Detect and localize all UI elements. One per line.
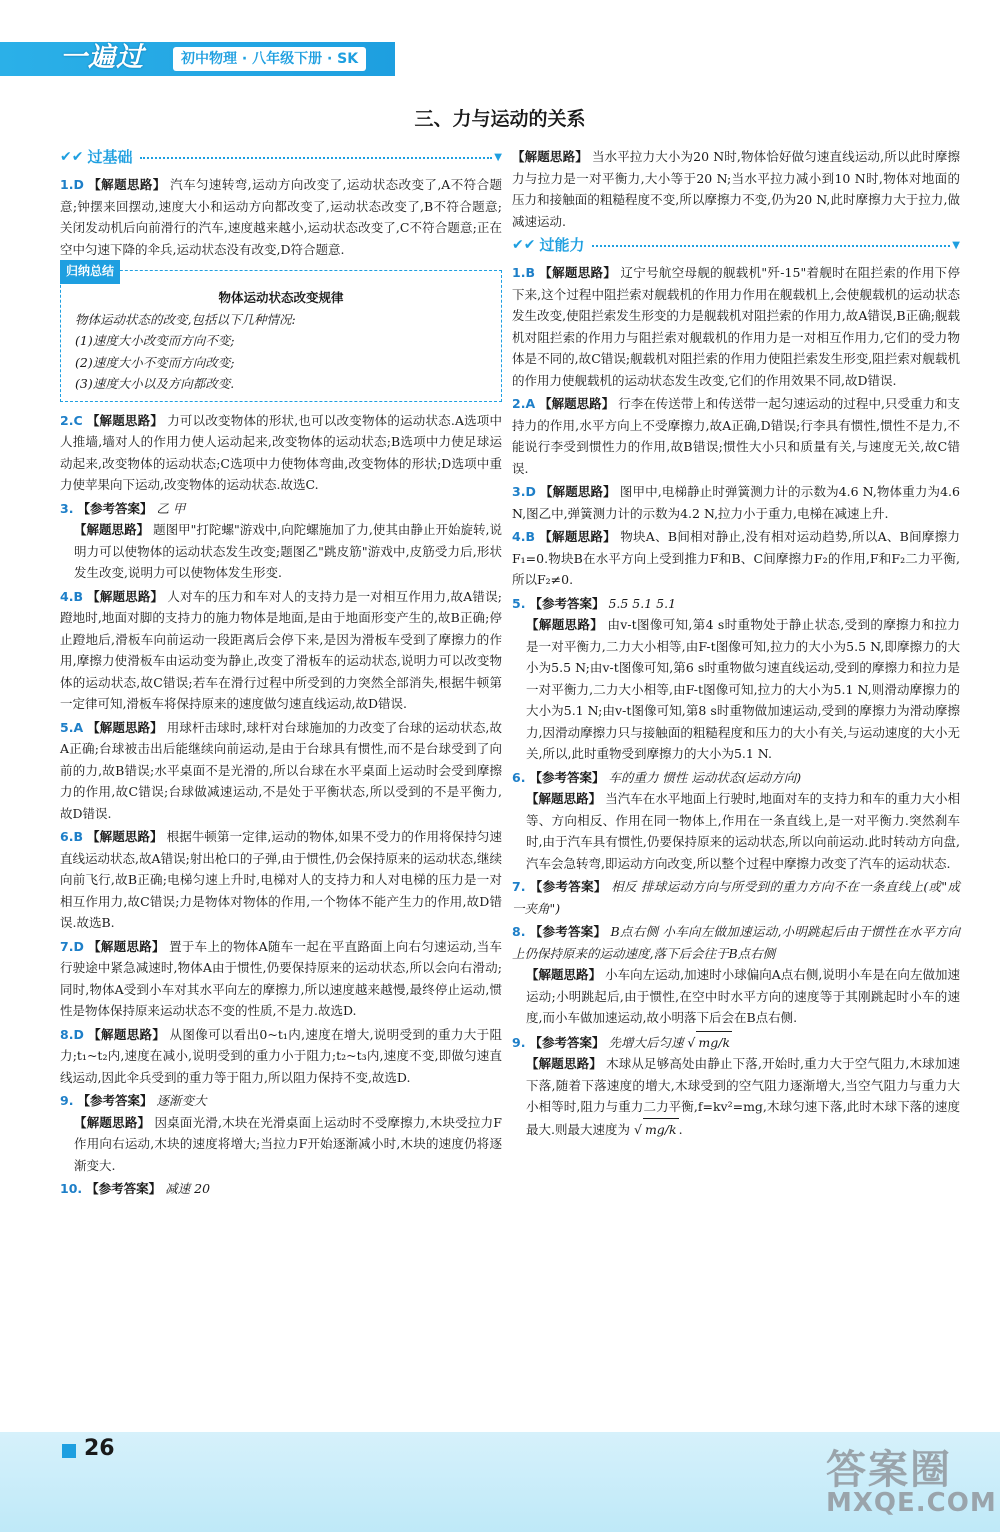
item-text: 因桌面光滑,木块在光滑桌面上运动时不受摩擦力,木块受拉力F作用向右运动,木块的速度将增大;当拉力F开始逐渐减小时,木块的速度仍将逐渐变大. <box>74 1114 502 1173</box>
item-text: 题图甲"打陀螺"游戏中,向陀螺施加了力,使其由静止开始旋转,说明力可以使物体的运动状态发生改变;题图乙"跳皮筋"游戏中,皮筋受力后,形状发生改变,说明力可以使物体发生形变. <box>74 522 502 580</box>
answer-item: 9. 【参考答案】 先增大后匀速 √ mg/k 【解题思路】 木球从足够高处由静止下落,开始时,重力大于空气阻力,木球加速下落,随着下落速度的增大,木球受到的空气阻力逐渐增大,当空气阻力与重力大小相等时,阻力与重力二力平衡,f=kv²=mg,木球匀速下落,此时木球下落的速度最大.则最大速度为 √ mg/k . <box>512 1031 960 1141</box>
item-answer-text: 减速 20 <box>165 1181 211 1196</box>
answer-item <box>512 876 960 919</box>
check-icon: ✔✔ <box>60 149 84 166</box>
header <box>0 0 1000 88</box>
item-answer: A <box>525 396 536 411</box>
subject-tag: 初中物理 · 八年级下册 · SK <box>173 47 366 71</box>
section-title: 过基础 <box>87 148 133 167</box>
answer-item <box>512 593 960 765</box>
answer-item <box>512 262 960 391</box>
answer-item-continued <box>512 146 960 232</box>
answer-item <box>512 921 960 1029</box>
summary-line: (1)速度大小改变而方向不变; <box>75 333 235 348</box>
item-tag: 【参考答案】 <box>529 1034 605 1050</box>
item-number: 3. <box>60 500 74 516</box>
page-marker-square <box>62 1444 76 1458</box>
item-answer: A <box>73 719 84 735</box>
item-tag: 【解题思路】 <box>88 938 165 954</box>
item-number: 4. <box>512 529 526 544</box>
answer-item <box>60 936 502 1022</box>
item-number: 10. <box>60 1181 83 1196</box>
formula-sqrt: mg/k <box>643 1118 679 1141</box>
item-answer: B <box>525 529 535 544</box>
answer-item <box>512 767 960 875</box>
item-answer-text: 相反 排球运动方向与所受到的重力方向不在一条直线上(或"成一夹角") <box>512 879 960 916</box>
watermark-url: MXQE.COM <box>826 1488 997 1518</box>
summary-box <box>60 264 502 402</box>
item-tag: 【参考答案】 <box>86 1181 162 1196</box>
item-text: 当水平拉力大小为20 N时,物体恰好做匀速直线运动,所以此时摩擦力与拉力是一对平衡力,大小等于20 N;当水平拉力减小到10 N时,物体对地面的压力和接触面的粗糙程度不变,所以摩擦力不变,仍为20 N,此时摩擦力大于拉力,做减速运动. <box>512 149 960 229</box>
triangle-down-icon: ▼ <box>952 240 960 252</box>
divider <box>140 157 492 159</box>
summary-label: 归纳总结 <box>60 260 120 284</box>
divider <box>592 245 950 247</box>
item-answer: D <box>525 484 536 499</box>
item-text: 用球杆击球时,球杆对台球施加的力改变了台球的运动状态,故A正确;台球被击出后能继续向前运动,是由于台球具有惯性,而不是台球受到了向前的力,故B错误;水平桌面不是光滑的,所以台球在水平桌面上运动时会受到摩擦力的作用,故C错误;台球做减速运动,不是处于平衡状态,所以受到的不是平衡力,故D错误. <box>60 719 502 821</box>
item-number: 1. <box>512 265 526 280</box>
item-answer: D <box>73 177 84 192</box>
item-answer-text: 乙 甲 <box>156 500 186 516</box>
item-text: 物块A、B间相对静止,没有相对运动趋势,所以A、B间摩擦力F₁=0.物块B在水平方向上受到推力F和B、C间摩擦力F₂的作用,F和F₂二力平衡,所以F₂≠0. <box>512 529 960 587</box>
item-tag: 【解题思路】 <box>86 412 164 428</box>
section-header-basic <box>60 146 502 170</box>
item-text: 根据牛顿第一定律,运动的物体,如果不受力的作用将保持匀速直线运动状态,故A错误;射出枪口的子弹,由于惯性,仍会保持原来的运动状态,继续向前飞行,故B正确;电梯匀速上升时,电梯对人的支持力和人对电梯的压力是一对相互作用力,故C错误;力是物体对物体的作用,一个物体不能产生力的作用,故D错误.故选B. <box>60 829 502 930</box>
item-answer-text: 先增大后匀速 <box>608 1034 684 1050</box>
item-tag: 【参考答案】 <box>77 1093 153 1108</box>
answer-item <box>60 1178 502 1200</box>
item-answer-text: 5.5 5.1 5.1 <box>608 595 677 611</box>
answer-item <box>60 826 502 934</box>
answer-item <box>512 526 960 591</box>
item-tag: 【解题思路】 <box>539 265 617 280</box>
item-number: 6. <box>512 769 526 785</box>
item-answer: B <box>73 829 83 844</box>
item-tag: 【解题思路】 <box>526 617 604 632</box>
item-text: 力可以改变物体的形状,也可以改变物体的运动状态.A选项中人推墙,墙对人的作用力使人运动起来,改变物体的运动状态;B选项中力使足球运动起来,改变物体的运动状态;C选项中力使物体弯曲,改变物体的形状;D选项中重力使苹果向下运动,改变物体的运动状态.故选C. <box>60 412 502 492</box>
item-answer-text: 逐渐变大 <box>156 1093 207 1108</box>
item-number: 9. <box>512 1034 526 1050</box>
item-tag: 【解题思路】 <box>526 791 602 806</box>
item-number: 6. <box>60 829 74 844</box>
summary-line: (3)速度大小以及方向都改变. <box>75 376 235 391</box>
item-tag: 【解题思路】 <box>539 396 615 411</box>
item-answer: B <box>525 265 535 280</box>
item-number: 8. <box>60 1026 74 1042</box>
item-text: 从图像可以看出0~t₁内,速度在增大,说明受到的重力大于阻力;t₁~t₂内,速度在减小,说明受到的重力小于阻力;t₂~t₃内,速度不变,即做匀速直线运动,因此伞兵受到的重力等于阻力,所以阻力保持不变,故选D. <box>60 1026 502 1085</box>
item-tag: 【解题思路】 <box>526 967 602 982</box>
item-tag: 【解题思路】 <box>74 1114 151 1130</box>
item-number: 7. <box>512 879 526 894</box>
item-text: 汽车匀速转弯,运动方向改变了,运动状态改变了,A不符合题意;钟摆来回摆动,速度大小和运动方向都改变了,运动状态改变了,B不符合题意;关闭发动机后向前滑行的汽车,速度越来越小,运动状态改变了,C不符合题意;正在空中匀速下降的伞兵,运动状态没有改变,D符合题意. <box>60 177 502 257</box>
watermark-logo: 答案圈 <box>826 1447 952 1493</box>
item-number: 5. <box>60 719 74 735</box>
item-tag: 【参考答案】 <box>529 595 605 611</box>
item-number: 9. <box>60 1093 74 1108</box>
item-text: 行李在传送带上和传送带一起匀速运动的过程中,只受重力和支持力的作用,水平方向上不受摩擦力,故A正确,D错误;行李具有惯性,惯性不是力,不能说行李受到惯性力的作用,故B错误;惯性大小只和质量有关,与速度无关,故C错误. <box>512 396 960 476</box>
item-text: 木球从足够高处由静止下落,开始时,重力大于空气阻力,木球加速下落,随着下落速度的增大,木球受到的空气阻力逐渐增大,当空气阻力与重力大小相等时,阻力与重力二力平衡,f=kv²=mg,木球匀速下落,此时木球下落的速度最大.则最大速度为 <box>526 1056 960 1137</box>
answer-item <box>512 393 960 479</box>
answer-item <box>60 410 502 496</box>
item-text: 辽宁号航空母舰的舰载机"歼-15"着舰时在阻拦索的作用下停下来,这个过程中阻拦索对舰载机的作用力作用在舰载机上,会使舰载机的运动状态发生改变,使阻拦索发生形变的力是舰载机对阻拦索的作用力,故A错误,B正确;舰载机对阻拦索的作用力与阻拦索对舰载机的作用力是一对相互作用力,它们的受力物体是不同的,故C错误;舰载机对阻拦索的作用力使阻拦索发生形变,阻拦索对舰载机的作用力使舰载机的运动状态发生改变,它们的作用效果不同,故D错误. <box>512 265 960 388</box>
item-tag: 【解题思路】 <box>87 719 163 735</box>
section-title: 过能力 <box>539 236 585 255</box>
item-number: 4. <box>60 588 74 604</box>
item-number: 5. <box>512 595 526 611</box>
item-text: 置于车上的物体A随车一起在平直路面上向右匀速运动,当车行驶途中紧急减速时,物体A由于惯性,仍要保持原来的运动状态,所以会向右滑动;同时,物体A受到小车对其水平向左的摩擦力,所以速度越来越慢,最终停止运动,惯性是物体保持原来运动状态不变的性质,不是力.故选D. <box>60 938 502 1018</box>
item-tag: 【解题思路】 <box>87 829 163 844</box>
item-number: 8. <box>512 924 526 939</box>
item-answer: B <box>73 588 83 604</box>
summary-title: 物体运动状态改变规律 <box>218 290 344 305</box>
item-tag: 【解题思路】 <box>539 484 616 499</box>
item-number: 2. <box>60 412 74 428</box>
item-text: 小车向左运动,加速时小球偏向A点右侧,说明小车是在向左做加速运动;小明跳起后,由于惯性,在空中时水平方向的速度等于其刚跳起时小车的速度,而小车做加速运动,故小明落下后会在B点右侧. <box>526 967 960 1025</box>
item-text: 图甲中,电梯静止时弹簧测力计的示数为4.6 N,物体重力为4.6 N,图乙中,弹簧测力计的示数为4.2 N,拉力小于重力,电梯在减速上升. <box>512 484 960 521</box>
item-answer: D <box>73 1026 84 1042</box>
item-number: 7. <box>60 938 74 954</box>
item-answer: C <box>73 412 83 428</box>
item-text: 由v-t图像可知,第4 s时重物处于静止状态,受到的摩擦力和拉力是一对平衡力,二力大小相等,由F-t图像可知,拉力的大小为5.5 N,即摩擦力的大小为5.5 N;由v-t图像可知,第6 s时重物做匀速直线运动,受到的摩擦力和拉力是一对平衡力,二力大小相等,由F-t图像可知,拉力的大小为5.1 N,则滑动摩擦力的大小为5.1 N;由v-t图像可知,第8 s时重物做加速运动,受到的摩擦力为滑动摩擦力,因滑动摩擦力只与接触面的粗糙程度和压力的大小有关,与运动速度的大小无关,所以,此时重物受到摩擦力的大小为5.1 N. <box>526 617 960 761</box>
item-number: 3. <box>512 484 526 499</box>
item-tag: 【参考答案】 <box>529 924 607 939</box>
item-text: 当汽车在水平地面上行驶时,地面对车的支持力和车的重力大小相等、方向相反、作用在同一物体上,作用在一条直线上,是一对平衡力.突然刹车时,由于汽车具有惯性,仍要保持原来的运动状态,所以向前运动.此时转动方向盘,汽车会急转弯,即运动方向改变,所以整个过程中摩擦力改变了汽车的运动状态. <box>526 791 960 871</box>
item-tag: 【解题思路】 <box>526 1056 602 1071</box>
answer-item <box>60 174 502 260</box>
answer-item <box>60 586 502 715</box>
item-tag: 【解题思路】 <box>88 1026 166 1042</box>
page-title: 三、力与运动的关系 <box>414 108 586 130</box>
item-tag: 【解题思路】 <box>87 588 164 604</box>
answer-item <box>60 717 502 825</box>
answer-item <box>512 481 960 524</box>
section-header-ability <box>512 234 960 258</box>
check-icon: ✔✔ <box>512 237 536 254</box>
answer-item <box>60 498 502 584</box>
item-tag: 【解题思路】 <box>539 529 616 544</box>
item-number: 1. <box>60 177 74 192</box>
item-text: 人对车的压力和车对人的支持力是一对相互作用力,故A错误;蹬地时,地面对脚的支持力的施力物体是地面,是由于地面形变产生的,故B正确;停止蹬地后,滑板车向前运动一段距离后会停下来,是因为滑板车受到了摩擦力的作用,摩擦力使滑板车由运动变为静止,改变了滑板车的运动状态,说明力可以改变物体的运动状态,故C错误;若车在滑行过程中所受到的力突然全部消失,根据牛顿第一定律可知,滑板车将保持原来的速度做匀速直线运动,故D错误. <box>60 588 502 711</box>
item-tag: 【解题思路】 <box>512 149 588 164</box>
triangle-down-icon: ▼ <box>494 152 502 164</box>
item-tag: 【参考答案】 <box>529 879 607 894</box>
brand-logo: 一遍过 <box>60 42 144 73</box>
item-answer-text: B点右侧 小车向左做加速运动,小明跳起后由于惯性在水平方向上仍保持原来的运动速度,落下后会往于B点右侧 <box>512 924 960 961</box>
formula-sqrt: mg/k <box>696 1031 732 1054</box>
right-column <box>512 146 960 1142</box>
summary-line: (2)速度大小不变而方向改变; <box>75 354 235 370</box>
summary-intro: 物体运动状态的改变,包括以下几种情况: <box>75 311 296 327</box>
answer-item <box>60 1090 502 1176</box>
item-tag: 【参考答案】 <box>529 769 605 785</box>
item-tag: 【参考答案】 <box>77 500 153 516</box>
item-tag: 【解题思路】 <box>88 177 166 192</box>
left-column <box>60 146 502 1202</box>
answer-item <box>60 1024 502 1089</box>
page-number: 26 <box>84 1436 115 1461</box>
item-number: 2. <box>512 396 526 411</box>
item-answer: D <box>73 938 84 954</box>
item-tag: 【解题思路】 <box>74 522 150 537</box>
item-answer-text: 车的重力 惯性 运动状态(运动方向) <box>608 769 802 785</box>
